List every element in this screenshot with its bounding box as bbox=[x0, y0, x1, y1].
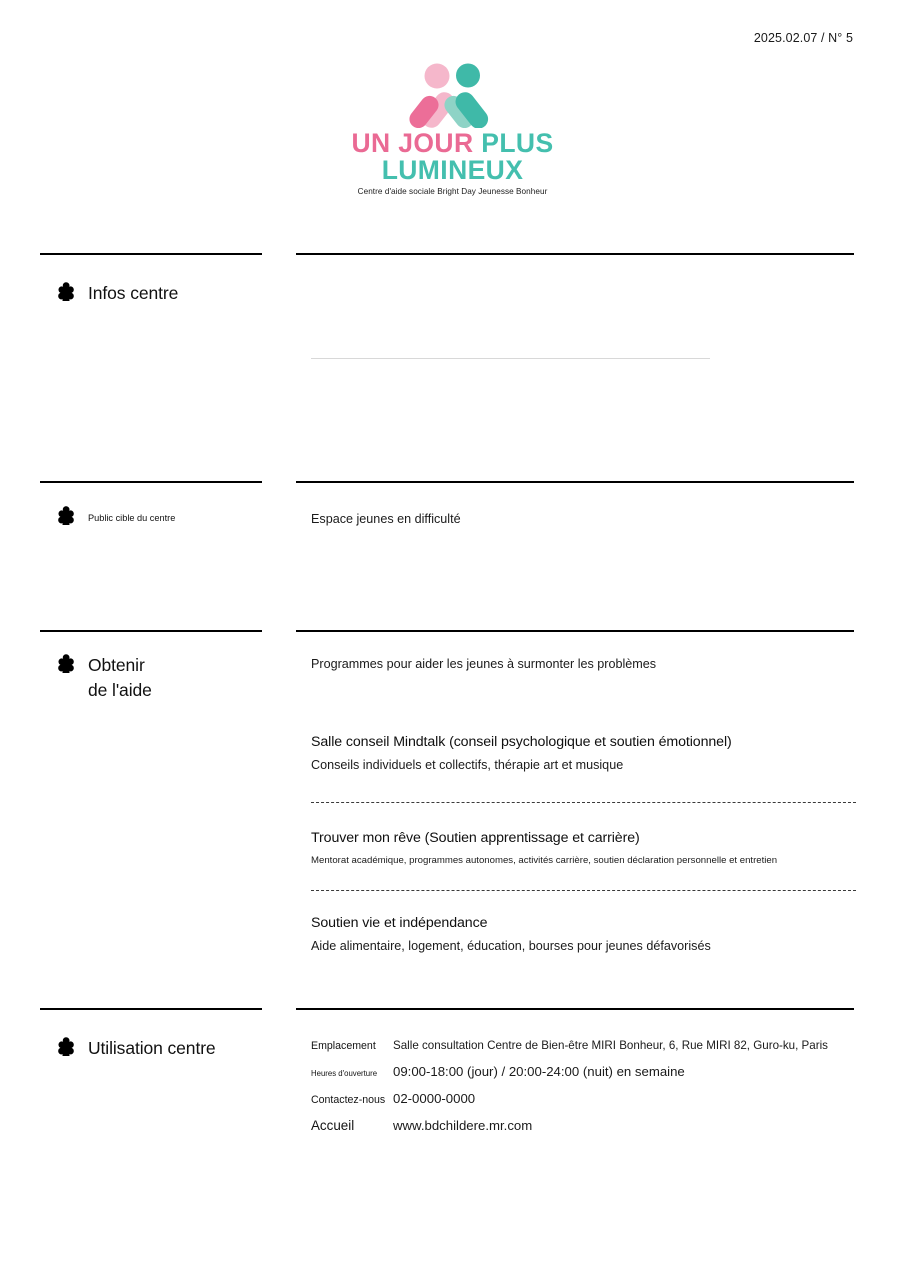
detail-value: Salle consultation Centre de Bien-être MIRI Bonheur, 6, Rue MIRI 82, Guro-ku, Paris bbox=[393, 1039, 828, 1052]
section-rule-right bbox=[296, 1008, 854, 1010]
detail-value[interactable]: www.bdchildere.mr.com bbox=[393, 1118, 533, 1133]
section-rule-left bbox=[40, 1008, 262, 1010]
section-header-utilisation-centre bbox=[56, 1036, 216, 1061]
document-date-issue: 2025.02.07 / N° 5 bbox=[753, 31, 853, 45]
clover-bullet-icon bbox=[56, 1036, 76, 1056]
detail-row-heures-ouverture bbox=[311, 1064, 856, 1079]
service-divider bbox=[311, 890, 856, 891]
service-item bbox=[311, 732, 856, 774]
logo-wordmark-part1: UN JOUR bbox=[351, 128, 482, 158]
clover-bullet-icon bbox=[56, 281, 76, 301]
section-content-infos-centre bbox=[311, 253, 856, 359]
logo-wordmark-part2: PLUS LUMI bbox=[381, 128, 554, 186]
logo-wordmark bbox=[328, 130, 578, 184]
detail-row-accueil bbox=[311, 1118, 856, 1133]
clover-bullet-icon bbox=[56, 653, 76, 673]
section-title-line2: de l'aide bbox=[88, 680, 152, 700]
section-content-public-cible bbox=[311, 510, 856, 528]
section-title bbox=[88, 653, 152, 703]
service-description: Mentorat académique, programmes autonomes, activités carrière, soutien déclaration personnelle et entretien bbox=[311, 855, 778, 866]
detail-row-contactez-nous bbox=[311, 1091, 856, 1106]
two-people-logo-icon bbox=[398, 60, 508, 128]
service-divider bbox=[311, 802, 856, 803]
section-title: Infos centre bbox=[88, 283, 179, 303]
detail-value: 02-0000-0000 bbox=[393, 1091, 476, 1106]
logo-tagline: Centre d'aide sociale Bright Day Jeunesse Bonheur bbox=[357, 187, 548, 197]
logo-wordmark-part3: NEUX bbox=[448, 155, 524, 186]
service-title: Salle conseil Mindtalk (conseil psychologique et soutien émotionnel) bbox=[311, 734, 732, 750]
service-title: Soutien vie et indépendance bbox=[311, 915, 488, 931]
section-title: Utilisation centre bbox=[88, 1038, 216, 1058]
logo-block bbox=[0, 60, 905, 196]
service-item bbox=[311, 913, 856, 955]
section-rule-left bbox=[40, 253, 262, 255]
detail-key: Emplacement bbox=[311, 1040, 376, 1052]
section-rule-right bbox=[296, 481, 854, 483]
infos-centre-faint-divider bbox=[311, 358, 710, 359]
section-header-obtenir-de-laide bbox=[56, 653, 152, 703]
detail-key: Contactez-nous bbox=[311, 1094, 386, 1106]
aide-intro-text: Programmes pour aider les jeunes à surmonter les problèmes bbox=[311, 657, 657, 671]
section-rule-right bbox=[296, 630, 854, 632]
detail-row-emplacement bbox=[311, 1039, 856, 1052]
section-rule-left bbox=[40, 481, 262, 483]
section-header-infos-centre bbox=[56, 281, 178, 306]
service-description: Conseils individuels et collectifs, thérapie art et musique bbox=[311, 758, 624, 772]
service-description: Aide alimentaire, logement, éducation, bourses pour jeunes défavorisés bbox=[311, 939, 711, 953]
section-header-public-cible bbox=[56, 505, 175, 525]
detail-value: 09:00-18:00 (jour) / 20:00-24:00 (nuit) en semaine bbox=[393, 1064, 685, 1079]
clover-bullet-icon bbox=[56, 505, 76, 525]
public-cible-value: Espace jeunes en difficulté bbox=[311, 512, 461, 526]
detail-key: Heures d'ouverture bbox=[311, 1069, 378, 1078]
section-title-line1: Obtenir bbox=[88, 655, 145, 675]
section-title: Public cible du centre bbox=[88, 513, 176, 523]
section-content-utilisation-centre bbox=[311, 1039, 856, 1133]
section-rule-left bbox=[40, 630, 262, 632]
section-content-obtenir-de-laide bbox=[311, 655, 856, 955]
detail-key: Accueil bbox=[311, 1118, 355, 1133]
service-item bbox=[311, 828, 856, 868]
service-title: Trouver mon rêve (Soutien apprentissage et carrière) bbox=[311, 830, 640, 846]
